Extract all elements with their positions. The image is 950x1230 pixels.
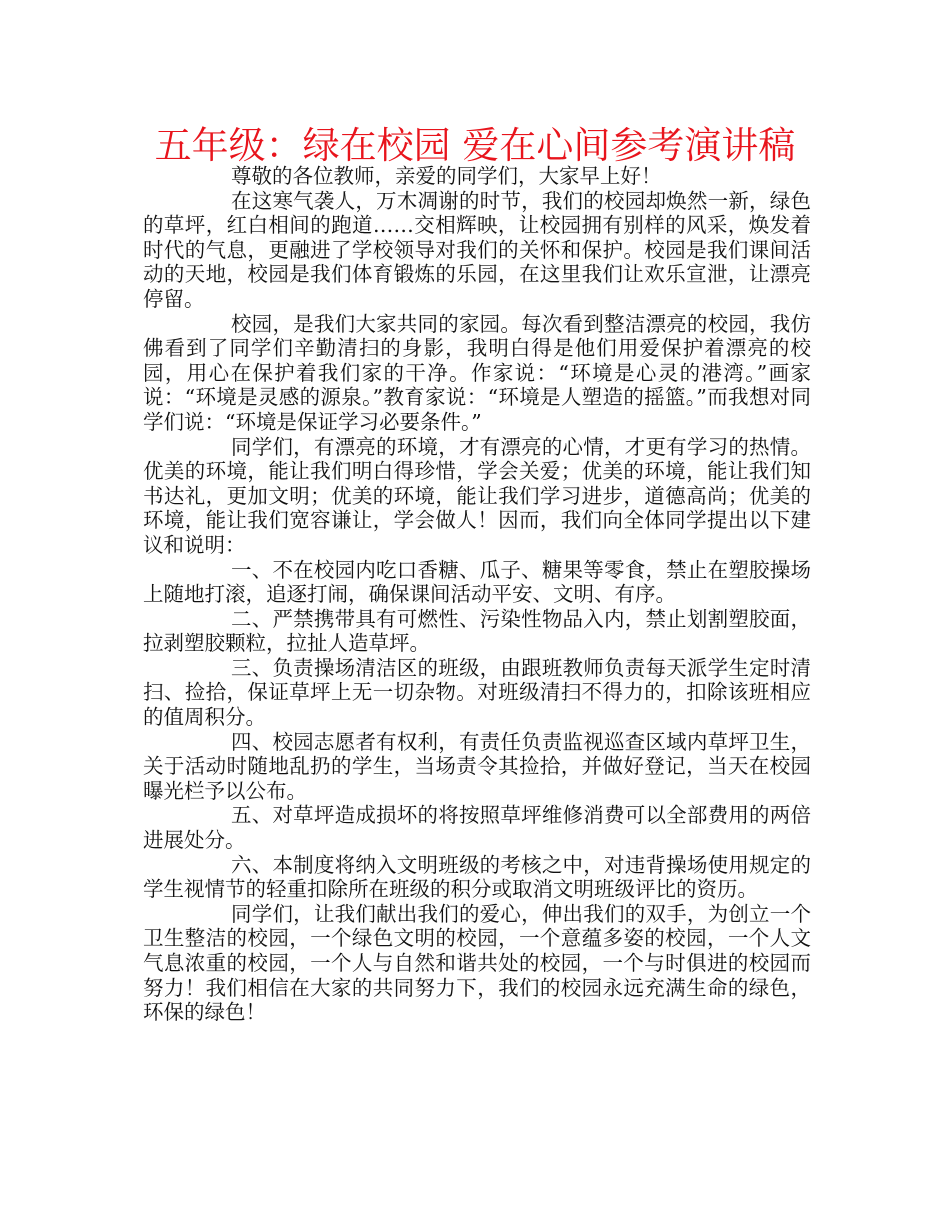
rule-item-4: 四、校园志愿者有权利，有责任负责监视巡查区域内草坪卫生，关于活动时随地乱扔的学生，当场责令其捡拾，并做好登记，当天在校园曝光栏予以公布。 <box>143 729 811 803</box>
paragraph-shared-home: 校园，是我们大家共同的家园。每次看到整洁漂亮的校园，我仿佛看到了同学们辛勤清扫的身影，我明白得是他们用爱保护着漂亮的校园，用心在保护着我们家的干净。作家说：“环境是心灵的港湾。”画家说：“环境是灵感的源泉。”教育家说：“环境是人塑造的摇篮。”而我想对同学们说：“环境是保证学习必要条件。” <box>143 311 811 434</box>
paragraph-campus-renewal: 在这寒气袭人，万木凋谢的时节，我们的校园却焕然一新，绿色的草坪，红白相间的跑道……交相辉映，让校园拥有别样的风采，焕发着时代的气息，更融进了学校领导对我们的关怀和保护。校园是我们课间活动的天地，校园是我们体育锻炼的乐园，在这里我们让欢乐宣泄，让漂亮停留。 <box>143 188 811 311</box>
rule-item-5: 五、对草坪造成损坏的将按照草坪维修消费可以全部费用的两倍进展处分。 <box>143 803 811 853</box>
rule-item-6: 六、本制度将纳入文明班级的考核之中，对违背操场使用规定的学生视情节的轻重扣除所在班级的积分或取消文明班级评比的资历。 <box>143 852 811 902</box>
document-body <box>143 164 811 1025</box>
rule-item-2: 二、严禁携带具有可燃性、污染性物品入内，禁止划割塑胶面，拉剥塑胶颗粒，拉扯人造草坪。 <box>143 606 811 656</box>
paragraph-closing: 同学们，让我们献出我们的爱心，伸出我们的双手，为创立一个卫生整洁的校园，一个绿色文明的校园，一个意蕴多姿的校园，一个人文气息浓重的校园，一个人与自然和谐共处的校园，一个与时俱进的校园而努力！我们相信在大家的共同努力下，我们的校园永远充满生命的绿色，环保的绿色！ <box>143 901 811 1025</box>
paragraph-environment: 同学们，有漂亮的环境，才有漂亮的心情，才更有学习的热情。优美的环境，能让我们明白得珍惜，学会关爱；优美的环境，能让我们知书达礼，更加文明；优美的环境，能让我们学习进步，道德高尚；优美的环境，能让我们宽容谦让，学会做人！因而，我们向全体同学提出以下建议和说明： <box>143 434 811 557</box>
rule-item-3: 三、负责操场清洁区的班级，由跟班教师负责每天派学生定时清扫、捡拾，保证草坪上无一切杂物。对班级清扫不得力的，扣除该班相应的值周积分。 <box>143 655 811 730</box>
paragraph-greeting: 尊敬的各位教师，亲爱的同学们，大家早上好！ <box>231 164 662 188</box>
rule-item-1: 一、不在校园内吃口香糖、瓜子、糖果等零食，禁止在塑胶操场上随地打滚，追逐打闹，确保课间活动平安、文明、有序。 <box>143 557 811 607</box>
document-title: 五年级：绿在校园 爱在心间参考演讲稿 <box>154 124 796 167</box>
